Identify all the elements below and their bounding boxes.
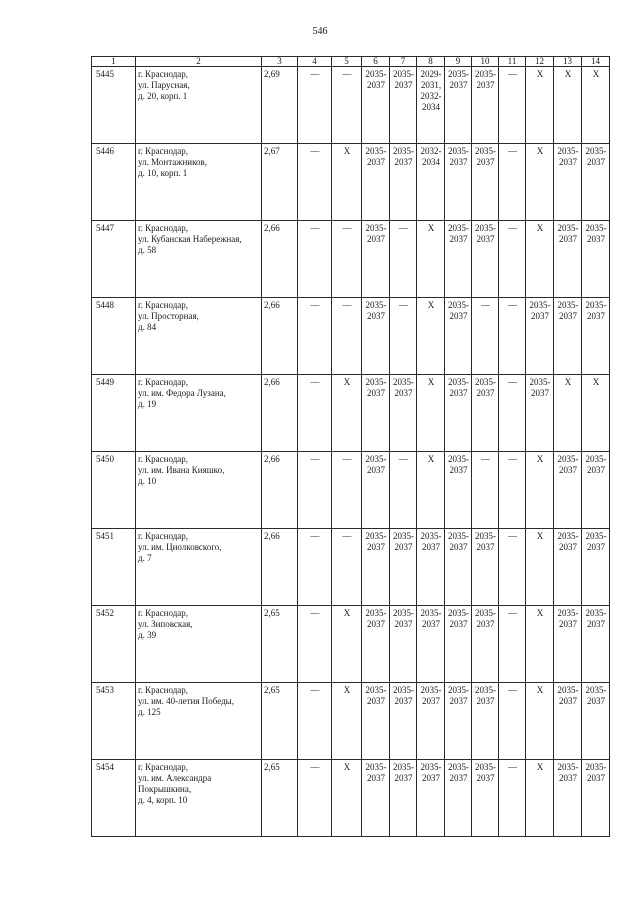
work-term-cell-col-13: 2035- 2037	[554, 221, 582, 298]
value-cell: 2,67	[262, 144, 298, 221]
address-line: г. Краснодар,	[138, 377, 189, 387]
row-number: 5449	[92, 375, 136, 452]
row-number: 5454	[92, 760, 136, 837]
work-term-cell-col-11: —	[499, 606, 526, 683]
work-term-cell-col-6: 2035- 2037	[362, 452, 390, 529]
work-term-cell-col-9: 2035- 2037	[445, 606, 472, 683]
work-term-cell-col-6: 2035- 2037	[362, 67, 390, 144]
address-line: ул. Кубанская Набережная,	[138, 234, 242, 244]
value-cell: 2,66	[262, 221, 298, 298]
work-term-cell-col-11: —	[499, 452, 526, 529]
work-term-cell-col-6: 2035- 2037	[362, 221, 390, 298]
work-term-cell-col-8: X	[417, 298, 445, 375]
work-term-cell-col-14: X	[582, 67, 610, 144]
address-line: г. Краснодар,	[138, 685, 189, 695]
value-cell: 2,65	[262, 606, 298, 683]
address-line: ул. Парусная,	[138, 80, 190, 90]
row-number: 5445	[92, 67, 136, 144]
work-term-cell-col-12: 2035- 2037	[526, 298, 554, 375]
work-term-cell-col-7: 2035- 2037	[390, 683, 417, 760]
address-line: ул. Зиповская,	[138, 619, 193, 629]
address-line: г. Краснодар,	[138, 300, 189, 310]
value-cell: 2,65	[262, 760, 298, 837]
housing-register-table	[91, 56, 610, 837]
column-number-14: 14	[582, 57, 610, 67]
work-term-cell-col-13: X	[554, 375, 582, 452]
address-line: д. 10	[138, 476, 157, 486]
work-term-cell-col-10: 2035- 2037	[472, 67, 499, 144]
column-number-12: 12	[526, 57, 554, 67]
work-term-cell-col-5: X	[332, 683, 362, 760]
work-term-cell-col-11: —	[499, 67, 526, 144]
work-term-cell-col-4: —	[298, 144, 332, 221]
work-term-cell-col-9: 2035- 2037	[445, 760, 472, 837]
column-number-row	[92, 57, 610, 67]
work-term-cell-col-5: —	[332, 452, 362, 529]
work-term-cell-col-10: 2035- 2037	[472, 529, 499, 606]
work-term-cell-col-13: 2035- 2037	[554, 529, 582, 606]
address-line: ул. им. Ивана Кияшко,	[138, 465, 225, 475]
work-term-cell-col-8: 2029- 2031, 2032- 2034	[417, 67, 445, 144]
work-term-cell-col-6: 2035- 2037	[362, 683, 390, 760]
work-term-cell-col-11: —	[499, 375, 526, 452]
work-term-cell-col-9: 2035- 2037	[445, 67, 472, 144]
address-cell	[136, 298, 262, 375]
column-number-7: 7	[390, 57, 417, 67]
address-line: г. Краснодар,	[138, 69, 189, 79]
work-term-cell-col-10: 2035- 2037	[472, 375, 499, 452]
work-term-cell-col-5: —	[332, 298, 362, 375]
address-line: д. 84	[138, 322, 157, 332]
work-term-cell-col-8: X	[417, 221, 445, 298]
address-line: г. Краснодар,	[138, 762, 189, 772]
address-line: д. 10, корп. 1	[138, 168, 188, 178]
work-term-cell-col-5: X	[332, 606, 362, 683]
work-term-cell-col-6: 2035- 2037	[362, 529, 390, 606]
work-term-cell-col-13: 2035- 2037	[554, 298, 582, 375]
work-term-cell-col-10: 2035- 2037	[472, 221, 499, 298]
work-term-cell-col-7: 2035- 2037	[390, 606, 417, 683]
value-cell: 2,66	[262, 298, 298, 375]
column-number-2: 2	[136, 57, 262, 67]
value-cell: 2,69	[262, 67, 298, 144]
work-term-cell-col-11: —	[499, 221, 526, 298]
address-line: ул. Просторная,	[138, 311, 199, 321]
work-term-cell-col-8: 2035- 2037	[417, 683, 445, 760]
address-cell	[136, 683, 262, 760]
table-row	[92, 760, 610, 837]
work-term-cell-col-4: —	[298, 375, 332, 452]
work-term-cell-col-4: —	[298, 452, 332, 529]
table-body	[92, 57, 610, 837]
work-term-cell-col-11: —	[499, 683, 526, 760]
work-term-cell-col-7: 2035- 2037	[390, 529, 417, 606]
work-term-cell-col-4: —	[298, 221, 332, 298]
address-cell	[136, 760, 262, 837]
work-term-cell-col-14: 2035- 2037	[582, 529, 610, 606]
work-term-cell-col-12: X	[526, 529, 554, 606]
column-number-3: 3	[262, 57, 298, 67]
work-term-cell-col-12: X	[526, 144, 554, 221]
address-cell	[136, 221, 262, 298]
work-term-cell-col-6: 2035- 2037	[362, 298, 390, 375]
address-line: ул. Монтажников,	[138, 157, 207, 167]
row-number: 5450	[92, 452, 136, 529]
work-term-cell-col-10: 2035- 2037	[472, 683, 499, 760]
work-term-cell-col-14: 2035- 2037	[582, 606, 610, 683]
work-term-cell-col-10: —	[472, 452, 499, 529]
work-term-cell-col-14: 2035- 2037	[582, 683, 610, 760]
row-number: 5448	[92, 298, 136, 375]
work-term-cell-col-9: 2035- 2037	[445, 683, 472, 760]
table-row	[92, 298, 610, 375]
work-term-cell-col-8: X	[417, 375, 445, 452]
table-row	[92, 67, 610, 144]
value-cell: 2,66	[262, 529, 298, 606]
address-line: г. Краснодар,	[138, 531, 189, 541]
work-term-cell-col-5: —	[332, 529, 362, 606]
address-line: ул. им. Циолковского,	[138, 542, 222, 552]
work-term-cell-col-11: —	[499, 298, 526, 375]
address-line: д. 19	[138, 399, 157, 409]
table-row	[92, 683, 610, 760]
work-term-cell-col-6: 2035- 2037	[362, 144, 390, 221]
work-term-cell-col-6: 2035- 2037	[362, 760, 390, 837]
work-term-cell-col-8: 2035- 2037	[417, 529, 445, 606]
work-term-cell-col-14: X	[582, 375, 610, 452]
work-term-cell-col-9: 2035- 2037	[445, 375, 472, 452]
work-term-cell-col-13: 2035- 2037	[554, 683, 582, 760]
work-term-cell-col-14: 2035- 2037	[582, 298, 610, 375]
column-number-8: 8	[417, 57, 445, 67]
table-row	[92, 529, 610, 606]
row-number: 5453	[92, 683, 136, 760]
work-term-cell-col-13: 2035- 2037	[554, 452, 582, 529]
address-line: г. Краснодар,	[138, 146, 189, 156]
work-term-cell-col-4: —	[298, 67, 332, 144]
address-cell	[136, 529, 262, 606]
work-term-cell-col-7: —	[390, 452, 417, 529]
value-cell: 2,65	[262, 683, 298, 760]
work-term-cell-col-4: —	[298, 760, 332, 837]
address-cell	[136, 375, 262, 452]
row-number: 5447	[92, 221, 136, 298]
work-term-cell-col-4: —	[298, 606, 332, 683]
work-term-cell-col-7: 2035- 2037	[390, 67, 417, 144]
work-term-cell-col-12: X	[526, 683, 554, 760]
work-term-cell-col-7: —	[390, 298, 417, 375]
column-number-4: 4	[298, 57, 332, 67]
row-number: 5446	[92, 144, 136, 221]
page-number: 546	[312, 26, 328, 37]
work-term-cell-col-5: X	[332, 375, 362, 452]
address-line: Покрышкина,	[138, 784, 192, 794]
work-term-cell-col-7: 2035- 2037	[390, 760, 417, 837]
work-term-cell-col-9: 2035- 2037	[445, 298, 472, 375]
work-term-cell-col-10: 2035- 2037	[472, 760, 499, 837]
value-cell: 2,66	[262, 375, 298, 452]
work-term-cell-col-6: 2035- 2037	[362, 606, 390, 683]
work-term-cell-col-11: —	[499, 144, 526, 221]
column-number-10: 10	[472, 57, 499, 67]
work-term-cell-col-8: 2035- 2037	[417, 606, 445, 683]
address-line: г. Краснодар,	[138, 223, 189, 233]
work-term-cell-col-5: X	[332, 760, 362, 837]
table-row	[92, 375, 610, 452]
address-line: ул. им. 40-летия Победы,	[138, 696, 234, 706]
work-term-cell-col-5: —	[332, 221, 362, 298]
address-line: г. Краснодар,	[138, 454, 189, 464]
work-term-cell-col-4: —	[298, 683, 332, 760]
work-term-cell-col-14: 2035- 2037	[582, 452, 610, 529]
address-line: д. 58	[138, 245, 157, 255]
work-term-cell-col-11: —	[499, 760, 526, 837]
address-line: д. 7	[138, 553, 152, 563]
work-term-cell-col-14: 2035- 2037	[582, 221, 610, 298]
row-number: 5452	[92, 606, 136, 683]
work-term-cell-col-12: X	[526, 67, 554, 144]
work-term-cell-col-12: X	[526, 452, 554, 529]
address-line: д. 20, корп. 1	[138, 91, 188, 101]
work-term-cell-col-13: 2035- 2037	[554, 606, 582, 683]
work-term-cell-col-4: —	[298, 529, 332, 606]
work-term-cell-col-8: 2032- 2034	[417, 144, 445, 221]
table-row	[92, 452, 610, 529]
work-term-cell-col-12: 2035- 2037	[526, 375, 554, 452]
work-term-cell-col-11: —	[499, 529, 526, 606]
work-term-cell-col-7: 2035- 2037	[390, 144, 417, 221]
work-term-cell-col-10: 2035- 2037	[472, 144, 499, 221]
work-term-cell-col-6: 2035- 2037	[362, 375, 390, 452]
work-term-cell-col-5: X	[332, 144, 362, 221]
column-number-9: 9	[445, 57, 472, 67]
work-term-cell-col-14: 2035- 2037	[582, 144, 610, 221]
row-number: 5451	[92, 529, 136, 606]
work-term-cell-col-9: 2035- 2037	[445, 144, 472, 221]
work-term-cell-col-10: 2035- 2037	[472, 606, 499, 683]
work-term-cell-col-12: X	[526, 221, 554, 298]
value-cell: 2,66	[262, 452, 298, 529]
column-number-6: 6	[362, 57, 390, 67]
address-line: д. 125	[138, 707, 161, 717]
column-number-5: 5	[332, 57, 362, 67]
work-term-cell-col-14: 2035- 2037	[582, 760, 610, 837]
address-line: д. 4, корп. 10	[138, 795, 188, 805]
address-line: г. Краснодар,	[138, 608, 189, 618]
work-term-cell-col-7: —	[390, 221, 417, 298]
column-number-13: 13	[554, 57, 582, 67]
address-line: ул. им. Федора Лузана,	[138, 388, 226, 398]
work-term-cell-col-7: 2035- 2037	[390, 375, 417, 452]
work-term-cell-col-4: —	[298, 298, 332, 375]
work-term-cell-col-13: 2035- 2037	[554, 144, 582, 221]
work-term-cell-col-10: —	[472, 298, 499, 375]
table-row	[92, 606, 610, 683]
work-term-cell-col-12: X	[526, 606, 554, 683]
address-cell	[136, 67, 262, 144]
column-number-11: 11	[499, 57, 526, 67]
column-number-1: 1	[92, 57, 136, 67]
table-row	[92, 144, 610, 221]
work-term-cell-col-5: —	[332, 67, 362, 144]
work-term-cell-col-9: 2035- 2037	[445, 221, 472, 298]
work-term-cell-col-13: X	[554, 67, 582, 144]
work-term-cell-col-8: 2035- 2037	[417, 760, 445, 837]
work-term-cell-col-12: X	[526, 760, 554, 837]
address-cell	[136, 606, 262, 683]
work-term-cell-col-13: 2035- 2037	[554, 760, 582, 837]
work-term-cell-col-9: 2035- 2037	[445, 529, 472, 606]
work-term-cell-col-9: 2035- 2037	[445, 452, 472, 529]
work-term-cell-col-8: X	[417, 452, 445, 529]
table-row	[92, 221, 610, 298]
address-cell	[136, 452, 262, 529]
address-cell	[136, 144, 262, 221]
address-line: д. 39	[138, 630, 157, 640]
address-line: ул. им. Александра	[138, 773, 212, 783]
